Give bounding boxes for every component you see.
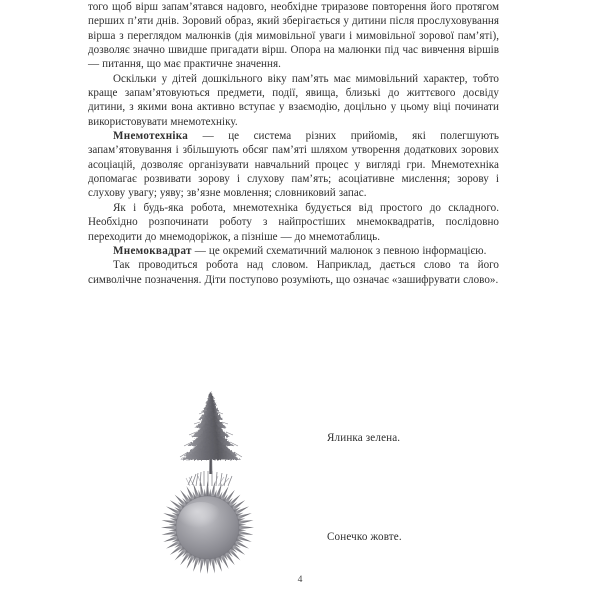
paragraph-4 bbox=[88, 201, 499, 244]
body-text-column bbox=[88, 0, 499, 287]
paragraph-2 bbox=[88, 72, 499, 129]
paragraph-5 bbox=[88, 244, 499, 258]
paragraph-3 bbox=[88, 129, 499, 201]
paragraph-1 bbox=[88, 0, 499, 72]
paragraph-6 bbox=[88, 258, 499, 287]
term-mnemotechnika: Мнемотехніка bbox=[113, 130, 189, 143]
term-mnemokvadrat: Мнемоквадрат bbox=[113, 244, 192, 257]
illustration-area bbox=[0, 388, 600, 573]
paragraph-4-text: Як і будь-яка робота, мнемотехніка будується від простого до складного. Необхідно розпочинати роботу з найпростіших мнемоквадратів, послідовно переходити до мнемодоріжок, а пізніше — до мнемотаблиць. bbox=[88, 201, 499, 243]
figure-label-sun: Сонечко жовте. bbox=[327, 531, 402, 543]
fir-tree-icon bbox=[156, 388, 266, 493]
page-number: 4 bbox=[297, 574, 303, 585]
paragraph-6-text: Так проводиться робота над словом. Наприклад, дається слово та його символічне позначення. Діти поступово розуміють, що означає «зашифрувати слово». bbox=[88, 259, 499, 286]
paragraph-3-text: — це система різних прийомів, які полегшують запам’ятовування і збільшують обсяг пам’яті шляхом утворення додаткових зорових асоціацій, дозволяє організувати навчальний процес у вигляді гри. Мнемотехніка допомагає розвивати зорову і слухову пам’ять; асоціативне мислення; зорову і слухову увагу; уяву; зв’язне мовлення; словниковий запас. bbox=[88, 130, 499, 200]
figure-label-fir-tree: Ялинка зелена. bbox=[327, 432, 401, 444]
paragraph-5-text: — це окремий схематичний малюнок з певною інформацією. bbox=[191, 244, 487, 257]
paragraph-2-text: Оскільки у дітей дошкільного віку пам’ять має мимовільний характер, тобто краще запам’ятовуються предмети, події, явища, близькі до життєвого досвіду дитини, з якими вона активно вступає у взаємодію, доцільно у цьому віці починати використовувати мнемотехніку. bbox=[88, 72, 499, 128]
paragraph-1-text: того щоб вірш запам’ятався надовго, необхідне триразове повторення його протягом перших п’яти днів. Зоровий образ, який зберігається у дитини після прослуховування вірша з переглядом малюнків (дія мимовільної уваги і мимовільної зорової пам’яті), дозволяє значно швидше пригадати вірш. Опора на малюнки під час вивчення віршів — питання, що має практичне значення. bbox=[88, 1, 499, 71]
sun-icon bbox=[145, 480, 270, 575]
